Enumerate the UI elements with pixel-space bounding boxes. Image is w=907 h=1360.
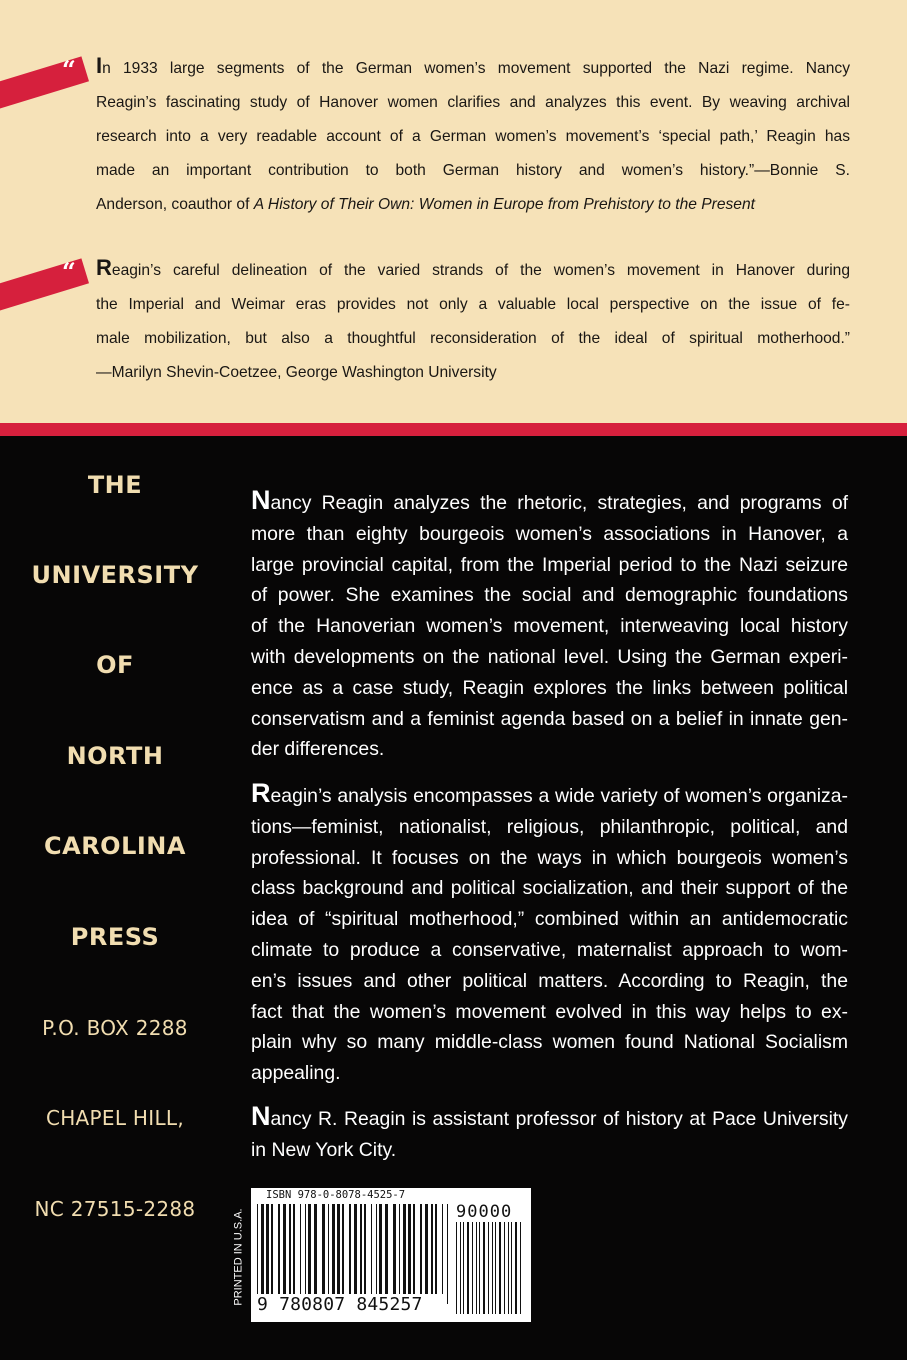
price-addon-digits: 90000 [456,1202,513,1222]
barcode-bar [261,1204,264,1304]
barcode-bar [376,1204,377,1304]
description-line: more than eighty bourgeois women’s associations in Hanover, a [251,522,848,545]
description-line: climate to produce a conservative, maternalist approach to wom- [251,938,848,961]
isbn-label: ISBN 978-0-8078-4525-7 [266,1189,406,1201]
description-paragraph [251,778,848,1089]
barcode-bar [431,1204,433,1304]
barcode-bar [342,1204,344,1304]
blurb-line: —Marilyn Shevin-Coetzee, George Washington University [96,364,497,381]
barcode-bar [278,1204,280,1304]
drop-initial: R [96,255,112,280]
isbn-barcode [251,1188,531,1322]
barcode-bar [508,1222,509,1314]
barcode-bar [289,1204,291,1304]
description-line: idea of “spiritual motherhood,” combined within an antidemocratic [251,908,848,931]
description-line: professional. It focuses on the ways in which bourgeois women’s [251,846,848,869]
drop-initial: N [251,1101,271,1131]
barcode-bar [511,1222,512,1314]
barcode-bar [332,1204,335,1304]
barcode-bar [479,1222,480,1314]
publisher-address: CHAPEL HILL, [45,1106,185,1130]
barcode-bar [349,1204,351,1304]
barcode-bar [472,1222,473,1314]
blurb-line: male mobilization, but also a thoughtful reconsideration of the ideal of spiritual motherhood.” [96,330,850,347]
description-line: with developments on the national level. Using the German experi- [251,645,848,668]
barcode-bar [435,1204,437,1304]
barcode-bar [483,1222,485,1314]
publisher-line: OF [96,651,134,679]
barcode-bar [456,1222,457,1314]
barcode-bar [371,1204,372,1304]
publisher-line: THE [87,471,143,499]
printed-in-usa: PRINTED IN U.S.A. [233,1208,245,1306]
barcode-bar [476,1222,477,1314]
author-bio [251,1101,848,1166]
description-line: Nancy Reagin analyzes the rhetoric, strategies, and programs of [251,485,848,515]
barcode-bar [257,1204,258,1304]
blurb-line: Anderson, coauthor of A History of Their Own: Women in Europe from Prehistory to the Present [96,196,755,213]
description-line: conservatism and a feminist agenda based on a belief in innate gen- [251,707,848,730]
quote-mark-icon: “ [62,257,76,286]
description-line: en’s issues and other political matters. According to Reagin, the [251,969,848,992]
publisher-line: PRESS [70,923,160,951]
description-line: tions—feminist, nationalist, religious, philanthropic, political, and [251,815,848,838]
publisher-address: NC 27515-2288 [34,1197,196,1221]
barcode-bar [447,1204,448,1304]
publisher-line: NORTH [66,742,164,770]
addon-bars [456,1222,524,1314]
barcode-bar [488,1222,489,1314]
barcode-bar [360,1204,362,1304]
blurb-line: research into a very readable account of a German women’s movement’s ‘special path,’ Reagin has [96,128,850,145]
barcode-bar [504,1222,505,1314]
ean-digits: 9 780807 845257 [257,1294,447,1315]
barcode-bar [266,1204,269,1304]
description-line: large provincial capital, from the Imperial period to the Nazi seizure [251,553,848,576]
barcode-bar [283,1204,286,1304]
description-line: appealing. [251,1062,341,1085]
barcode-bar [354,1204,357,1304]
barcode-bar [293,1204,295,1304]
barcode-bar [467,1222,469,1314]
barcode-bar [520,1222,521,1314]
description-line: Reagin’s analysis encompasses a wide variety of women’s organiza- [251,778,848,808]
barcode-bar [442,1204,443,1304]
drop-initial: I [96,53,103,78]
barcode-bar [393,1204,396,1304]
description-line: ence as a case study, Reagin explores the links between political [251,676,848,699]
red-divider [0,423,907,436]
barcode-bar [413,1204,415,1304]
barcode-bar [308,1204,311,1304]
blurb-line: In 1933 large segments of the German women’s movement supported the Nazi regime. Nancy [96,53,850,78]
barcode-bar [408,1204,411,1304]
description-line: class background and political socialization, and their support of the [251,877,848,900]
blurb-panel [0,0,907,423]
barcode-bar [425,1204,428,1304]
drop-initial: R [251,778,271,808]
blurb-line: the Imperial and Weimar eras provides not only a valuable local perspective on the issue of fe- [96,296,850,313]
publisher-line: CAROLINA [44,832,186,860]
description-paragraph [251,485,848,765]
description-line: in New York City. [251,1138,397,1161]
ean-bars [257,1204,449,1304]
description-line: fact that the women’s movement evolved in this way helps to ex- [251,1000,848,1023]
barcode-bar [420,1204,422,1304]
blurb-shevin-coetzee [96,254,850,390]
barcode-bar [460,1222,461,1314]
description-line: of the Hanoverian women’s movement, interweaving local history [251,615,848,638]
blurb-line: Reagin’s careful delineation of the varied strands of the women’s movement in Hanover during [96,255,850,280]
description-line: plain why so many middle-class women found National Socialism [251,1031,848,1054]
publisher-address: P.O. BOX 2288 [42,1016,188,1040]
barcode-bar [379,1204,382,1304]
book-title: A History of Their Own: Women in Europe from Prehistory to the Present [253,196,755,213]
barcode-bar [305,1204,306,1304]
blurb-anderson [96,52,850,222]
barcode-bar [499,1222,501,1314]
barcode-bar [399,1204,400,1304]
barcode-bar [495,1222,496,1314]
blurb-line: Reagin’s fascinating study of Hanover women clarifies and analyzes this event. By weaving archival [96,94,850,111]
description-line: of power. She examines the social and demographic foundations [251,584,848,607]
drop-initial: N [251,485,271,515]
barcode-bar [515,1222,517,1314]
publisher-line: UNIVERSITY [31,561,199,589]
barcode-bar [385,1204,388,1304]
quote-mark-icon: “ [62,55,76,84]
barcode-bar [300,1204,301,1304]
description-line: der differences. [251,738,385,761]
barcode-bar [328,1204,329,1304]
barcode-bar [314,1204,317,1304]
barcode-bar [492,1222,493,1314]
description-line: Nancy R. Reagin is assistant professor of history at Pace University [251,1101,848,1131]
barcode-bar [271,1204,273,1304]
barcode-bar [337,1204,340,1304]
barcode-bar [364,1204,366,1304]
blurb-line: made an important contribution to both German history and women’s history.”—Bonnie S. [96,162,850,179]
barcode-bar [403,1204,406,1304]
barcode-bar [322,1204,325,1304]
barcode-bar [463,1222,464,1314]
